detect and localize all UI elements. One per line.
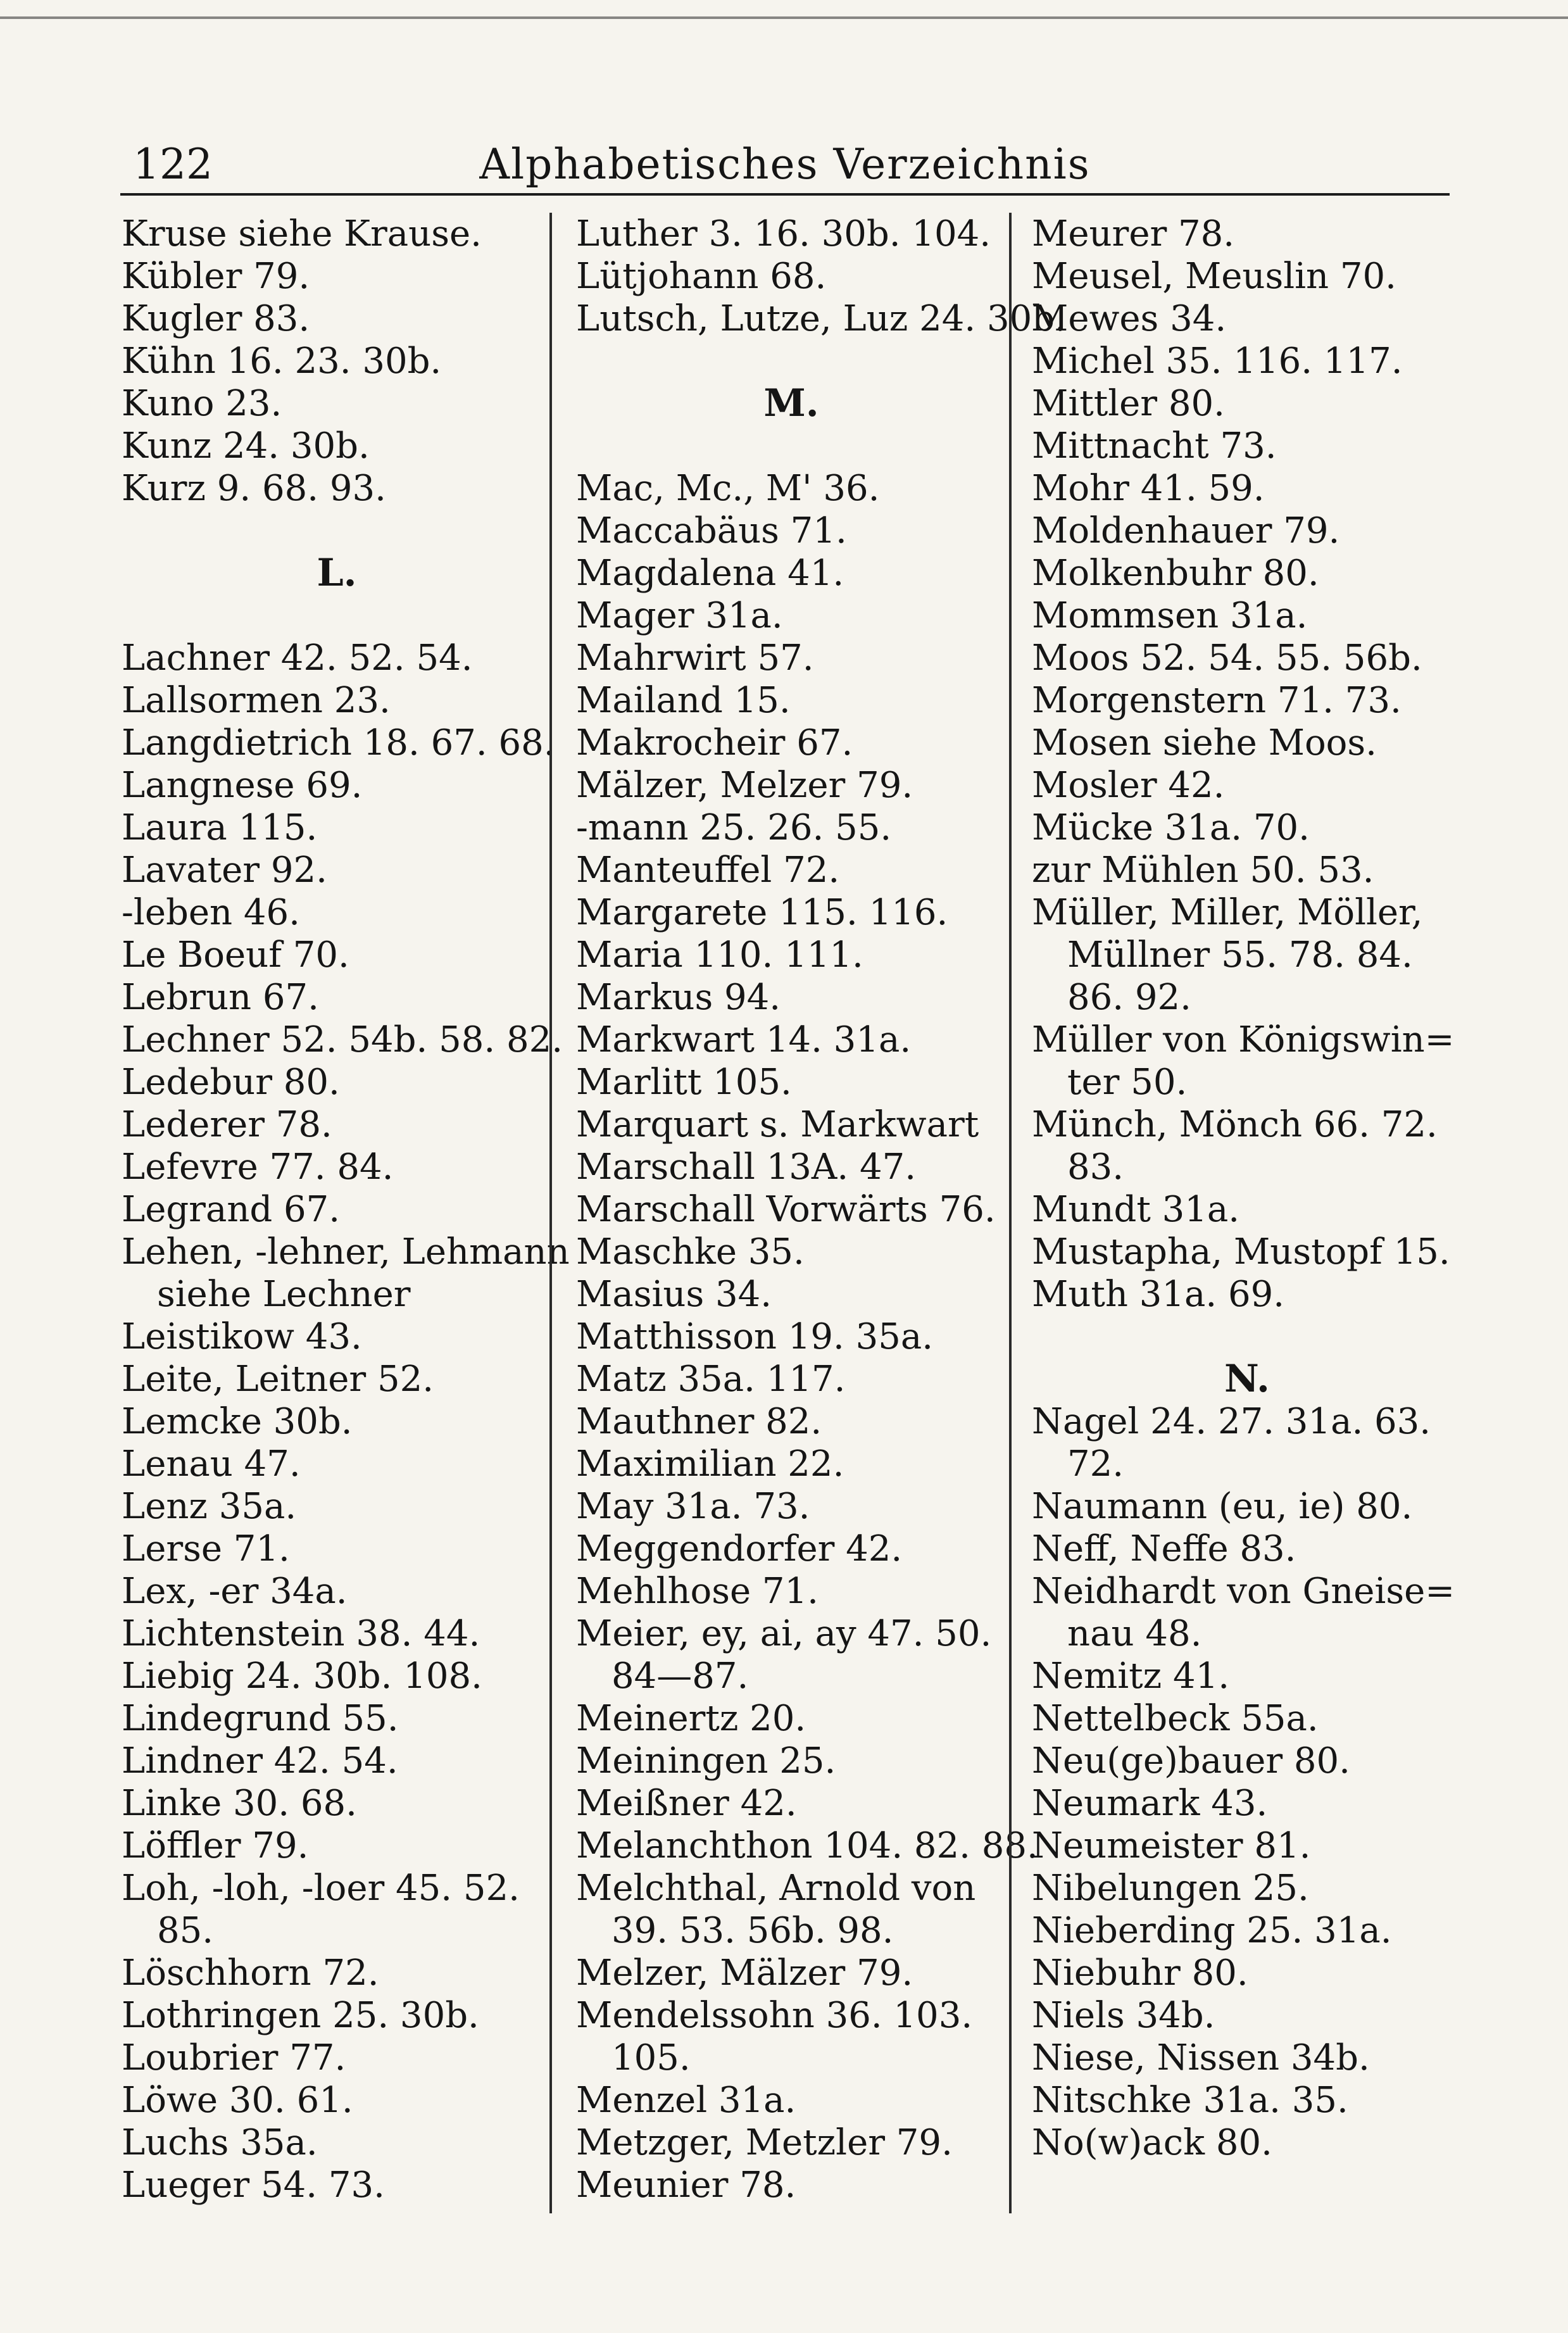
index-entry: Meunier 78. [576,2165,796,2206]
index-entry: Lütjohann 68. [576,256,827,297]
index-entry: Marlitt 105. [576,1062,792,1103]
index-entry: Nagel 24. 27. 31a. 63. [1032,1401,1431,1442]
index-entry: Kuno 23. [122,383,282,424]
index-entry-continuation: 86. 92. [1067,977,1191,1018]
index-entry-continuation: nau 48. [1067,1613,1202,1654]
index-entry: Meggendorfer 42. [576,1528,903,1569]
page-number: 122 [133,140,213,189]
index-entry: Mosen siehe Moos. [1032,722,1377,764]
index-entry: Molkenbuhr 80. [1032,553,1319,594]
index-entry: Lichtenstein 38. 44. [122,1613,480,1654]
index-entry: Lutsch, Lutze, Luz 24. 30b. [576,298,1066,339]
section-letter: M. [763,381,819,425]
index-entry: Marschall 13A. 47. [576,1147,917,1188]
index-entry: Lindner 42. 54. [122,1740,398,1782]
index-entry: Luther 3. 16. 30b. 104. [576,213,991,255]
index-entry: Luchs 35a. [122,2122,318,2163]
index-entry: Neu(ge)bauer 80. [1032,1740,1350,1782]
index-column-3 [1032,213,1462,2164]
index-entry: Liebig 24. 30b. 108. [122,1656,482,1697]
index-entry: Nieberding 25. 31a. [1032,1910,1392,1951]
index-entry: Lebrun 67. [122,977,319,1018]
index-entry: zur Mühlen 50. 53. [1032,850,1374,891]
index-entry-continuation: Müllner 55. 78. 84. [1067,934,1413,976]
index-entry: Loubrier 77. [122,2037,346,2078]
index-entry: Loh, -loh, -loer 45. 52. [122,1868,520,1909]
index-entry: Mittnacht 73. [1032,425,1277,467]
index-entry: Lindegrund 55. [122,1698,399,1739]
index-entry: Neumeister 81. [1032,1825,1311,1866]
index-entry: Lefevre 77. 84. [122,1147,394,1188]
index-entry: Moos 52. 54. 55. 56b. [1032,638,1422,679]
index-entry: Mewes 34. [1032,298,1227,339]
index-entry: Kurz 9. 68. 93. [122,468,386,509]
index-entry: Nitschke 31a. 35. [1032,2080,1348,2121]
index-entry: Mailand 15. [576,680,791,721]
index-entry: Ledebur 80. [122,1062,340,1103]
index-entry: Legrand 67. [122,1189,341,1230]
index-entry: Lenau 47. [122,1443,301,1485]
index-entry: Melanchthon 104. 82. 88. [576,1825,1038,1866]
index-entry: Mittler 80. [1032,383,1225,424]
index-entry: Mohr 41. 59. [1032,468,1265,509]
page-header [120,136,1450,193]
index-entry: Müller von Königswin= [1032,1019,1455,1060]
index-entry: Masius 34. [576,1274,772,1315]
index-entry: Meurer 78. [1032,213,1235,255]
index-entry: Mehlhose 71. [576,1571,818,1612]
index-entry: Lemcke 30b. [122,1401,353,1442]
index-entry: Nibelungen 25. [1032,1868,1309,1909]
index-entry: Lallsormen 23. [122,680,391,721]
index-entry: Müller, Miller, Möller, [1032,892,1423,933]
index-entry: Lueger 54. 73. [122,2165,385,2206]
index-entry: Marschall Vorwärts 76. [576,1189,996,1230]
section-letter: N. [1224,1357,1270,1401]
index-entry: Lavater 92. [122,850,327,891]
index-entry: Lehen, -lehner, Lehmann [122,1231,570,1273]
index-entry: Löwe 30. 61. [122,2080,353,2121]
index-entry: Mustapha, Mustopf 15. [1032,1231,1450,1273]
index-entry: Neff, Neffe 83. [1032,1528,1296,1569]
index-entry: Lothringen 25. 30b. [122,1995,479,2036]
index-entry: Meißner 42. [576,1783,797,1824]
index-entry: Lex, -er 34a. [122,1571,348,1612]
index-entry: Metzger, Metzler 79. [576,2122,953,2163]
index-entry: -mann 25. 26. 55. [576,807,892,848]
index-entry: Niels 34b. [1032,1995,1215,2036]
index-entry: Mager 31a. [576,595,783,636]
index-entry: Lachner 42. 52. 54. [122,638,473,679]
index-entry: Langdietrich 18. 67. 68. [122,722,555,764]
running-title: Alphabetisches Verzeichnis [479,140,1091,189]
index-entry: Lerse 71. [122,1528,290,1569]
section-gap [1032,1316,1462,1358]
index-entry: Melzer, Mälzer 79. [576,1953,913,1994]
index-entry: Leite, Leitner 52. [122,1359,434,1400]
index-column-2 [576,213,1066,2206]
header-rule [120,193,1450,196]
index-entry: No(w)ack 80. [1032,2122,1272,2163]
index-entry: Matz 35a. 117. [576,1359,846,1400]
index-entry: Niese, Nissen 34b. [1032,2037,1370,2078]
index-entry-continuation: ter 50. [1067,1062,1188,1103]
index-entry: Löschhorn 72. [122,1953,379,1994]
index-entry: Margarete 115. 116. [576,892,948,933]
index-entry: Neumark 43. [1032,1783,1268,1824]
index-entry: Maria 110. 111. [576,934,863,976]
index-entry: Maximilian 22. [576,1443,844,1485]
section-letter: L. [317,551,357,595]
index-entry: Morgenstern 71. 73. [1032,680,1402,721]
index-entry: Kunz 24. 30b. [122,425,370,467]
index-entry: Maschke 35. [576,1231,805,1273]
index-entry: Meusel, Meuslin 70. [1032,256,1396,297]
index-entry: Nemitz 41. [1032,1656,1230,1697]
index-entry: Moldenhauer 79. [1032,510,1340,551]
index-entry: Kugler 83. [122,298,310,339]
index-entry-continuation: siehe Lechner [157,1274,411,1315]
index-entry: Mundt 31a. [1032,1189,1240,1230]
index-entry: Neidhardt von Gneise= [1032,1571,1455,1612]
index-entry: Maccabäus 71. [576,510,847,551]
index-entry: Matthisson 19. 35a. [576,1316,934,1357]
top-edge-rule [0,0,1568,19]
index-entry: -leben 46. [122,892,300,933]
section-gap [122,510,552,552]
index-entry: Meiningen 25. [576,1740,836,1782]
index-entry: Kühn 16. 23. 30b. [122,341,442,382]
index-entry: Manteuffel 72. [576,850,840,891]
index-entry: Markus 94. [576,977,781,1018]
index-entry: Niebuhr 80. [1032,1953,1248,1994]
index-entry: Mosler 42. [1032,765,1225,806]
index-entry: May 31a. 73. [576,1486,810,1527]
index-entry: Meinertz 20. [576,1698,806,1739]
index-entry: Kruse siehe Krause. [122,213,482,255]
index-entry-continuation: 84—87. [612,1656,749,1697]
section-gap [122,594,552,637]
index-entry-continuation: 85. [157,1910,214,1951]
index-entry-continuation: 72. [1067,1443,1124,1485]
index-entry: Magdalena 41. [576,553,844,594]
index-column-1 [122,213,570,2206]
index-entry: Mac, Mc., M' 36. [576,468,880,509]
index-entry: Markwart 14. 31a. [576,1019,912,1060]
index-entry: Menzel 31a. [576,2080,796,2121]
index-entry: Mauthner 82. [576,1401,822,1442]
index-entry: Naumann (eu, ie) 80. [1032,1486,1413,1527]
index-entry: Kübler 79. [122,256,310,297]
section-gap [576,425,1007,467]
index-entry: Lenz 35a. [122,1486,297,1527]
index-entry: Münch, Mönch 66. 72. [1032,1104,1438,1145]
index-entry: Meier, ey, ai, ay 47. 50. [576,1613,992,1654]
index-entry: Langnese 69. [122,765,363,806]
index-entry: Michel 35. 116. 117. [1032,341,1403,382]
column-divider-2 [1009,213,1012,2213]
index-entry: Linke 30. 68. [122,1783,357,1824]
index-entry: Mälzer, Melzer 79. [576,765,913,806]
index-entry: Laura 115. [122,807,318,848]
index-entry: Nettelbeck 55a. [1032,1698,1319,1739]
index-entry: Mücke 31a. 70. [1032,807,1310,848]
index-entry: Melchthal, Arnold von [576,1868,976,1909]
section-gap [576,340,1007,382]
index-entry-continuation: 39. 53. 56b. 98. [612,1910,894,1951]
index-entry: Mendelssohn 36. 103. [576,1995,973,2036]
index-entry: Muth 31a. 69. [1032,1274,1285,1315]
index-entry: Makrocheir 67. [576,722,853,764]
index-entry-continuation: 83. [1067,1147,1124,1188]
index-entry: Lechner 52. 54b. 58. 82. [122,1019,563,1060]
index-entry: Marquart s. Markwart [576,1104,979,1145]
index-entry: Leistikow 43. [122,1316,362,1357]
index-entry: Mahrwirt 57. [576,638,814,679]
index-entry-continuation: 105. [612,2037,691,2078]
index-entry: Löffler 79. [122,1825,309,1866]
index-entry: Mommsen 31a. [1032,595,1308,636]
index-entry: Lederer 78. [122,1104,332,1145]
column-divider-1 [549,213,552,2213]
index-entry: Le Boeuf 70. [122,934,349,976]
